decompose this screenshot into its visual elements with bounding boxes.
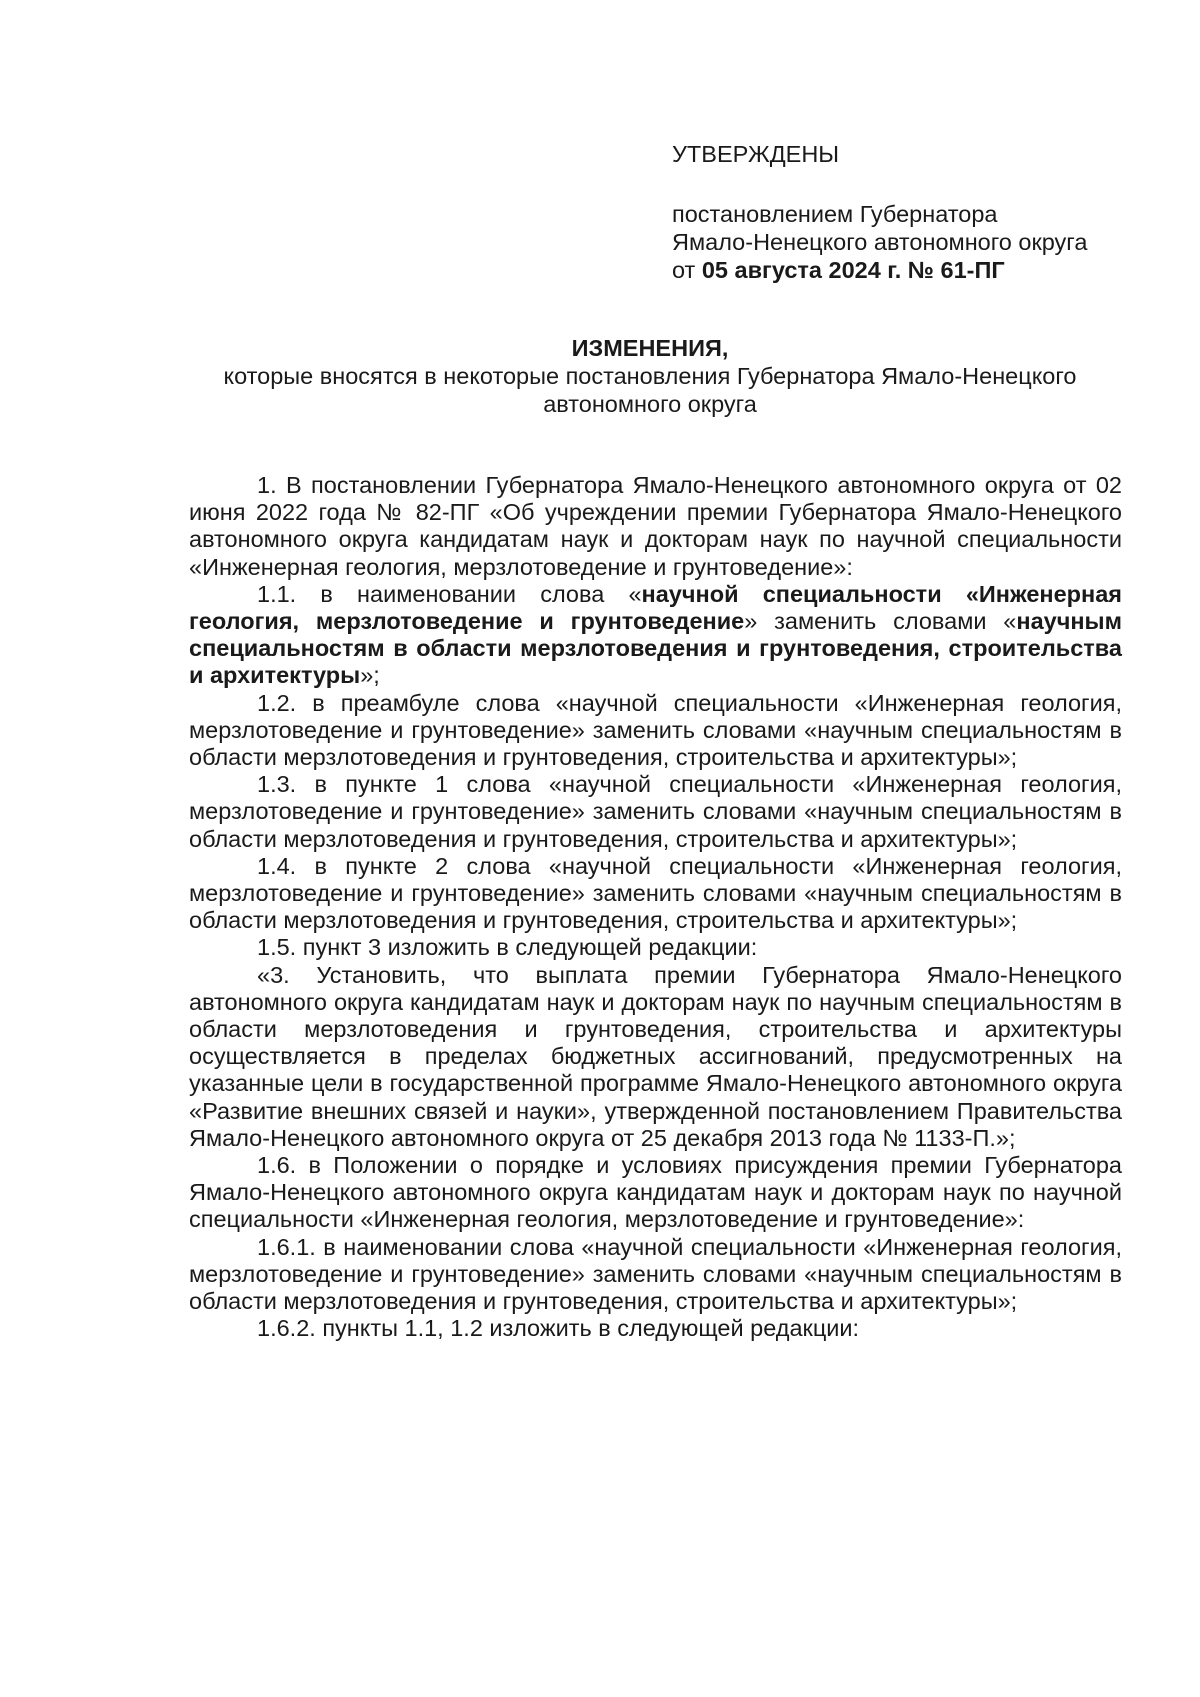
- document-body: [189, 472, 1122, 1343]
- paragraph-1-6-1: 1.6.1. в наименовании слова «научной специальности «Инженерная геология, мерзлотоведение и грунтоведение» заменить словами «научным специальностям в области мерзлотоведения и грунтоведения, строительства и архитектуры»;: [189, 1233, 1122, 1315]
- approval-date-prefix: от: [672, 257, 702, 283]
- paragraph-1-5: 1.5. пункт 3 изложить в следующей редакции:: [257, 934, 758, 961]
- paragraph-1-3: 1.3. в пункте 1 слова «научной специальности «Инженерная геология, мерзлотоведение и грунтоведение» заменить словами «научным специальностям в области мерзлотоведения и грунтоведения, строительства и архитектуры»;: [189, 771, 1122, 852]
- paragraph-1-1-part-a: 1.1. в наименовании слова «: [257, 580, 642, 607]
- paragraph-1: 1. В постановлении Губернатора Ямало-Ненецкого автономного округа от 02 июня 2022 года № 82-ПГ «Об учреждении премии Губернатора Ямало-Ненецкого автономного округа кандидатам наук и докторам наук по научной специальности «Инженерная геология, мерзлотоведение и грунтоведение»:: [189, 472, 1122, 580]
- document-title-block: [180, 334, 1120, 418]
- document-subtitle: которые вносятся в некоторые постановления Губернатора Ямало-Ненецкого автономного округа: [223, 363, 1077, 417]
- document-title: ИЗМЕНЕНИЯ,: [571, 335, 729, 361]
- paragraph-1-1-new-words: научным специальностям в области мерзлотоведения и грунтоведения, строительства и архитектуры: [189, 608, 1122, 689]
- paragraph-1-2: 1.2. в преамбуле слова «научной специальности «Инженерная геология, мерзлотоведение и грунтоведение» заменить словами «научным специальностям в области мерзлотоведения и грунтоведения, строительства и архитектуры»;: [189, 689, 1122, 771]
- approval-line-2: Ямало-Ненецкого автономного округа: [672, 229, 1088, 255]
- approved-label: УТВЕРЖДЕНЫ: [672, 141, 840, 167]
- paragraph-1-4: 1.4. в пункте 2 слова «научной специальности «Инженерная геология, мерзлотоведение и грунтоведение» заменить словами «научным специальностям в области мерзлотоведения и грунтоведения, строительства и архитектуры»;: [189, 852, 1122, 934]
- approval-stamp: [672, 140, 1142, 284]
- approval-date-line: [672, 256, 1142, 284]
- paragraph-1-1-part-e: »;: [360, 662, 380, 689]
- paragraph-1-6-2: 1.6.2. пункты 1.1, 1.2 изложить в следующей редакции:: [257, 1315, 860, 1342]
- paragraph-1-6: 1.6. в Положении о порядке и условиях присуждения премии Губернатора Ямало-Ненецкого автономного округа кандидатам наук и докторам наук по научной специальности «Инженерная геология, мерзлотоведение и грунтоведение»:: [189, 1152, 1122, 1233]
- paragraph-1-1-old-words: научной специальности «Инженерная геология, мерзлотоведение и грунтоведение: [189, 580, 1122, 635]
- paragraph-1-5-quote: «3. Установить, что выплата премии Губернатора Ямало-Ненецкого автономного округа кандидатам наук и докторам наук по научным специальностям в области мерзлотоведения и грунтоведения, строительства и архитектуры осуществляется в пределах бюджетных ассигнований, предусмотренных на указанные цели в государственной программе Ямало-Ненецкого автономного округа «Развитие внешних связей и науки», утвержденной постановлением Правительства Ямало-Ненецкого автономного округа от 25 декабря 2013 года № 1133-П.»;: [189, 961, 1122, 1151]
- paragraph-1-1-part-c: » заменить словами «: [744, 608, 1017, 635]
- paragraph-1-1: [189, 581, 1122, 690]
- approval-line-1: постановлением Губернатора: [672, 201, 998, 227]
- approval-date: 05 августа 2024 г. № 61-ПГ: [701, 257, 1005, 283]
